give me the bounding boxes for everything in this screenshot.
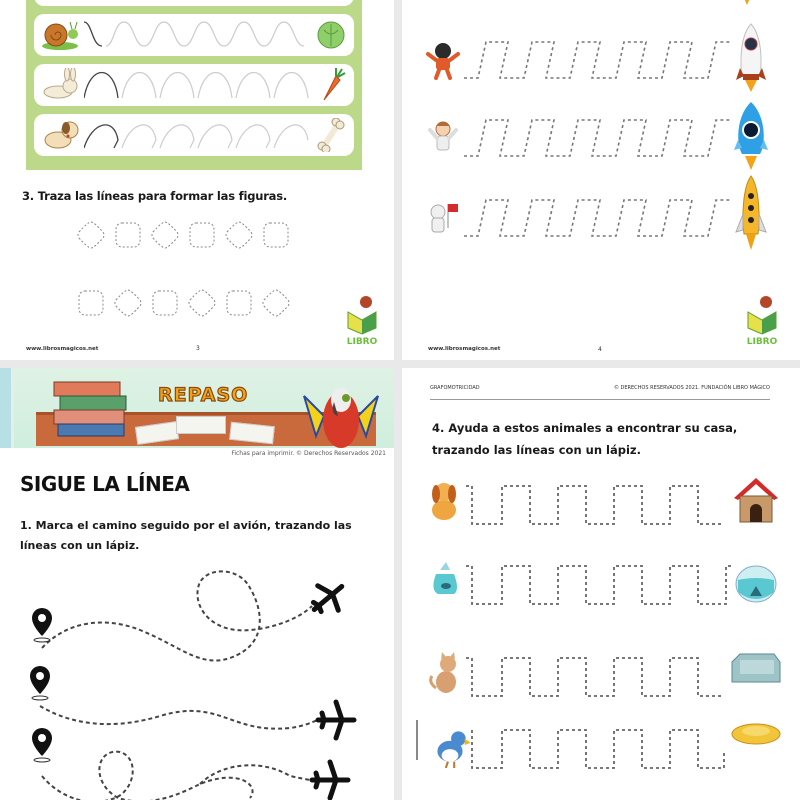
rocket-flame-icon	[740, 0, 754, 6]
square-wave-trace[interactable]	[462, 562, 732, 608]
arc-trace-path[interactable]	[84, 68, 324, 102]
dotted-diamond-shape[interactable]	[224, 220, 254, 250]
dotted-diamond-shape[interactable]	[113, 288, 143, 318]
instruction-3: 3. Traza las líneas para formar las figuras.	[22, 189, 288, 203]
worksheet-page-4	[402, 0, 800, 360]
tracing-row-cat	[422, 648, 792, 708]
svg-text:LIBRO: LIBRO	[346, 337, 378, 347]
slanted-square-wave-trace[interactable]	[464, 198, 734, 238]
dog-icon	[40, 118, 80, 152]
airplane-icon	[304, 574, 352, 622]
dotted-square-shape[interactable]	[187, 220, 217, 250]
carrot-icon	[316, 68, 346, 102]
astronaut-kid-icon	[426, 120, 460, 158]
dog-icon	[426, 480, 462, 522]
dotted-square-shape[interactable]	[150, 288, 180, 318]
dotted-diamond-shape[interactable]	[150, 220, 180, 250]
dotted-path-2	[40, 706, 318, 729]
loop-trace-path[interactable]	[84, 118, 324, 152]
banner-credit: Fichas para imprimir. © Derechos Reservados 2021	[231, 450, 386, 457]
tracing-row-fish	[422, 556, 792, 616]
fishbowl-icon	[730, 556, 782, 606]
bone-icon	[316, 118, 346, 152]
page-heading: SIGUE LA LÍNEA	[20, 472, 190, 496]
astronaut-flag-icon	[426, 200, 460, 238]
slanted-square-wave-trace[interactable]	[464, 40, 734, 80]
page-edge-mark	[416, 720, 418, 760]
svg-text:LIBRO: LIBRO	[746, 337, 778, 347]
slanted-square-wave-trace[interactable]	[464, 118, 734, 158]
parrot-icon	[296, 376, 386, 448]
astronaut-orange-icon	[426, 42, 460, 80]
nest-icon	[730, 720, 782, 770]
instruction-4: 4. Ayuda a estos animales a encontrar su casa, trazando las líneas con un lápiz.	[432, 421, 738, 457]
square-wave-trace[interactable]	[462, 482, 732, 528]
header-left: GRAFOMOTRICIDAD	[430, 385, 480, 391]
dotted-diamond-shape[interactable]	[187, 288, 217, 318]
square-wave-trace[interactable]	[462, 726, 732, 772]
dotted-path-1	[42, 571, 312, 660]
tracing-row-rabbit	[34, 64, 354, 106]
tracing-row-astronaut-1	[422, 22, 782, 94]
dotted-square-shape[interactable]	[76, 288, 106, 318]
footer-url[interactable]: www.librosmagicos.net	[428, 346, 501, 352]
tracing-row-bird	[422, 720, 792, 780]
snail-icon	[40, 18, 80, 52]
tracing-row-snail	[34, 14, 354, 56]
wave-trace-path[interactable]	[84, 18, 324, 52]
location-pin-icon	[32, 608, 52, 642]
rocket-yellow-icon	[734, 174, 768, 254]
banner-title: REPASO	[158, 384, 249, 406]
shape-row-2	[76, 288, 291, 318]
dotted-path-3	[42, 752, 312, 800]
page-header	[430, 382, 770, 400]
page-number: 3	[196, 345, 200, 352]
airplane-icon	[318, 702, 354, 738]
worksheet-page-animals	[402, 368, 800, 800]
tracing-row-dog	[422, 476, 792, 536]
repaso-banner	[0, 368, 394, 448]
cat-bed-icon	[730, 648, 782, 698]
cat-icon	[426, 652, 462, 694]
fish-in-bag-icon	[426, 560, 462, 602]
footer-url[interactable]: www.librosmagicos.net	[26, 346, 99, 352]
tracing-panel	[26, 0, 362, 170]
worksheet-page-3	[0, 0, 394, 360]
airplane-paths	[0, 558, 394, 800]
location-pin-icon	[30, 666, 50, 700]
rabbit-icon	[40, 68, 80, 102]
airplane-icon	[312, 762, 348, 798]
rocket-white-red-icon	[734, 22, 768, 94]
instruction-1: 1. Marca el camino seguido por el avión, trazando las líneas con un lápiz.	[20, 519, 352, 552]
lettuce-icon	[316, 18, 346, 52]
dotted-square-shape[interactable]	[261, 220, 291, 250]
tracing-row-dog	[34, 114, 354, 156]
tracing-row-astronaut-2	[422, 100, 782, 172]
tracing-row-astronaut-3	[422, 180, 782, 252]
dotted-diamond-shape[interactable]	[261, 288, 291, 318]
libro-magico-logo	[342, 294, 382, 350]
books-icon	[52, 376, 132, 438]
location-pin-icon	[32, 728, 52, 762]
worksheet-page-repaso	[0, 368, 394, 800]
header-right: © DERECHOS RESERVADOS 2021. FUNDACIÓN LIBRO MÁGICO	[613, 385, 770, 391]
dotted-square-shape[interactable]	[224, 288, 254, 318]
page-number: 4	[598, 346, 602, 353]
dotted-diamond-shape[interactable]	[76, 220, 106, 250]
doghouse-icon	[730, 476, 782, 526]
dotted-square-shape[interactable]	[113, 220, 143, 250]
shape-row-1	[76, 220, 291, 250]
libro-magico-logo	[742, 294, 782, 350]
rocket-blue-icon	[734, 100, 768, 172]
square-wave-trace[interactable]	[462, 654, 732, 700]
